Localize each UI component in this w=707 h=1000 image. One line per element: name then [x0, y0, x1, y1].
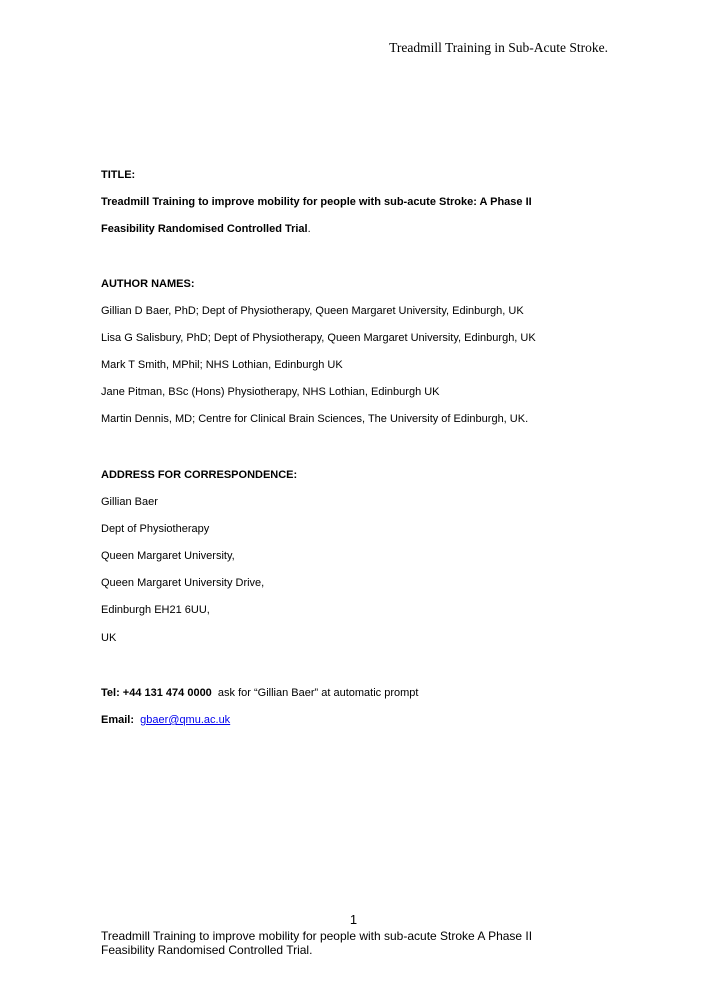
author-4: Jane Pitman, BSc (Hons) Physiotherapy, NHS Lothian, Edinburgh UK — [101, 386, 440, 398]
authors-heading: AUTHOR NAMES: — [101, 278, 195, 290]
email-label: Email: — [101, 714, 135, 726]
footer-line-1: Treadmill Training to improve mobility for people with sub-acute Stroke A Phase II — [101, 929, 533, 943]
author-3: Mark T Smith, MPhil; NHS Lothian, Edinburgh UK — [101, 359, 343, 371]
author-1: Gillian D Baer, PhD; Dept of Physiotherapy, Queen Margaret University, Edinburgh, UK — [101, 305, 524, 317]
title-line-1: Treadmill Training to improve mobility for people with sub-acute Stroke: A Phase II — [101, 196, 532, 208]
footer-line-2: Feasibility Randomised Controlled Trial. — [101, 943, 313, 957]
title-line-2-period: . — [307, 223, 311, 235]
email-line — [101, 714, 230, 726]
telephone-label: Tel: +44 131 474 0000 — [101, 687, 212, 699]
author-5: Martin Dennis, MD; Centre for Clinical Brain Sciences, The University of Edinburgh, UK. — [101, 413, 529, 425]
title-heading: TITLE: — [101, 169, 136, 181]
telephone-note: ask for “Gillian Baer” at automatic prompt — [211, 687, 419, 699]
address-line-5: Edinburgh EH21 6UU, — [101, 604, 210, 616]
title-line-2-text: Feasibility Randomised Controlled Trial — [101, 223, 308, 235]
address-line-2: Dept of Physiotherapy — [101, 523, 210, 535]
title-line-2 — [101, 223, 311, 235]
address-line-3: Queen Margaret University, — [101, 550, 235, 562]
address-line-1: Gillian Baer — [101, 496, 158, 508]
address-line-6: UK — [101, 632, 117, 644]
email-link[interactable]: gbaer@qmu.ac.uk — [140, 714, 231, 726]
address-heading: ADDRESS FOR CORRESPONDENCE: — [101, 469, 298, 481]
address-line-4: Queen Margaret University Drive, — [101, 577, 265, 589]
author-2: Lisa G Salisbury, PhD; Dept of Physiotherapy, Queen Margaret University, Edinburgh, UK — [101, 332, 536, 344]
footer — [101, 929, 621, 957]
telephone-line — [101, 687, 418, 699]
running-head: Treadmill Training in Sub-Acute Stroke. — [389, 40, 608, 55]
page-number: 1 — [349, 912, 358, 927]
